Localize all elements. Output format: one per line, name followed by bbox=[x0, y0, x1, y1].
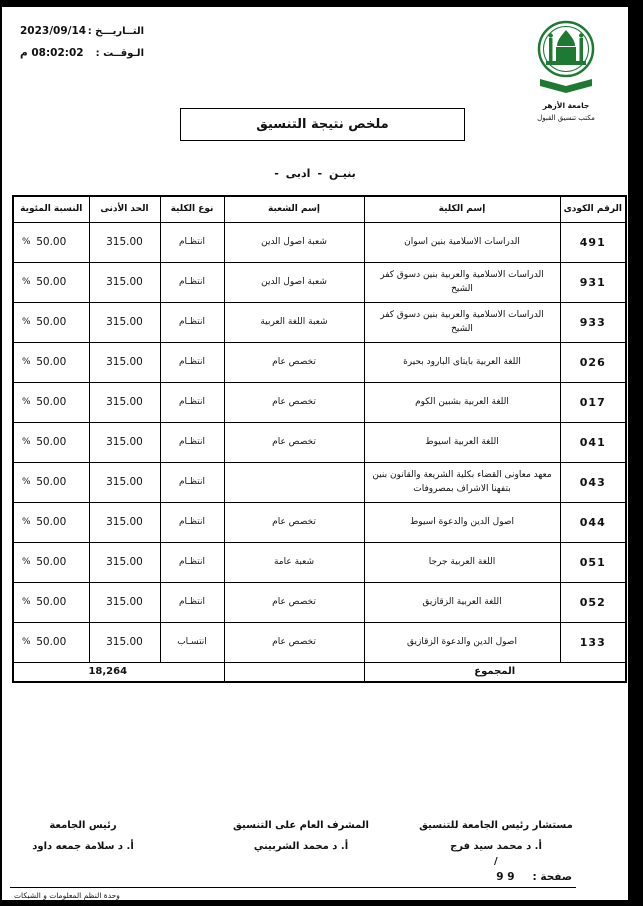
min-score-cell: 315.00 bbox=[89, 462, 160, 502]
subtitle-track: ادبى bbox=[285, 167, 311, 180]
time-row bbox=[20, 47, 144, 59]
college-cell: الدراسات الاسلامية والعربية بنين دسوق كفر الشيخ bbox=[364, 302, 560, 342]
code-cell: 051 bbox=[560, 542, 626, 582]
university-name: جامعة الأزهر bbox=[542, 101, 590, 110]
percent-cell: % 50.00 bbox=[13, 622, 89, 662]
report-page bbox=[2, 7, 628, 900]
table-row bbox=[13, 302, 626, 342]
page-label: صفحة : bbox=[532, 871, 572, 883]
total-label-cell: المجموع bbox=[364, 662, 626, 682]
college-cell: اللغة العربية جرجا bbox=[364, 542, 560, 582]
type-cell: انتظـام bbox=[160, 262, 224, 302]
min-score-cell: 315.00 bbox=[89, 622, 160, 662]
col-header-min: الحد الأدنى bbox=[89, 196, 160, 222]
min-score-cell: 315.00 bbox=[89, 502, 160, 542]
percent-cell: % 50.00 bbox=[13, 342, 89, 382]
page-number-slash: / bbox=[494, 856, 498, 867]
percent-cell: % 50.00 bbox=[13, 422, 89, 462]
signature-title: رئيس الجامعة bbox=[49, 820, 117, 831]
report-title-box bbox=[180, 108, 465, 141]
date-value: 2023/09/14 bbox=[20, 25, 87, 37]
min-score-cell: 315.00 bbox=[89, 422, 160, 462]
footer-unit-name: وحدة النظم المعلومات و الشبكات bbox=[14, 891, 120, 900]
percent-cell: % 50.00 bbox=[13, 542, 89, 582]
code-cell: 043 bbox=[560, 462, 626, 502]
type-cell: انتظـام bbox=[160, 582, 224, 622]
total-row bbox=[13, 662, 626, 682]
type-cell: انتسـاب bbox=[160, 622, 224, 662]
code-cell: 491 bbox=[560, 222, 626, 262]
signature-name: أ. د محمد الشربيني bbox=[253, 841, 349, 852]
percent-cell: % 50.00 bbox=[13, 502, 89, 542]
time-value: 08:02:02 م bbox=[20, 47, 84, 59]
time-label: الـوقــت : bbox=[95, 48, 144, 59]
min-score-cell: 315.00 bbox=[89, 342, 160, 382]
college-cell: اصول الدين والدعوة الزقازيق bbox=[364, 622, 560, 662]
subtitle-gender: بنيـن bbox=[329, 167, 356, 180]
subtitle-dash: - bbox=[274, 167, 279, 180]
table-row bbox=[13, 422, 626, 462]
percent-cell: % 50.00 bbox=[13, 382, 89, 422]
signature-supervisor bbox=[215, 820, 387, 852]
percent-sign: % bbox=[22, 557, 31, 567]
college-cell: اللغة العربية بايتاى البارود بحيرة bbox=[364, 342, 560, 382]
table-row bbox=[13, 622, 626, 662]
col-header-percent: النسبة المئوية bbox=[13, 196, 89, 222]
min-score-cell: 315.00 bbox=[89, 262, 160, 302]
code-cell: 931 bbox=[560, 262, 626, 302]
type-cell: انتظـام bbox=[160, 302, 224, 342]
branch-cell: تخصص عام bbox=[224, 622, 364, 662]
percent-cell: % 50.00 bbox=[13, 462, 89, 502]
branch-cell: شعبة اللغة العربية bbox=[224, 302, 364, 342]
code-cell: 933 bbox=[560, 302, 626, 342]
page-value: 9 9 bbox=[496, 871, 515, 883]
table-header-row bbox=[13, 196, 626, 222]
page-number-line bbox=[460, 871, 572, 883]
percent-sign: % bbox=[22, 397, 31, 407]
percent-cell: % 50.00 bbox=[13, 302, 89, 342]
percent-sign: % bbox=[22, 277, 31, 287]
signature-title: مستشار رئيس الجامعة للتنسيق bbox=[419, 820, 573, 831]
table-row bbox=[13, 342, 626, 382]
signature-title: المشرف العام على التنسيق bbox=[233, 820, 369, 831]
subtitle-dash: - bbox=[317, 167, 323, 180]
type-cell: انتظـام bbox=[160, 222, 224, 262]
page-number-block bbox=[460, 856, 572, 883]
college-cell: الدراسات الاسلامية والعربية بنين دسوق كفر الشيخ bbox=[364, 262, 560, 302]
percent-sign: % bbox=[22, 357, 31, 367]
college-cell: اصول الدين والدعوة اسيوط bbox=[364, 502, 560, 542]
branch-cell: شعبة عامة bbox=[224, 542, 364, 582]
branch-cell: تخصص عام bbox=[224, 582, 364, 622]
min-score-cell: 315.00 bbox=[89, 382, 160, 422]
total-value-cell: 18,264 bbox=[13, 662, 224, 682]
min-score-cell: 315.00 bbox=[89, 222, 160, 262]
signature-name: أ. د سلامة جمعه داود bbox=[32, 841, 134, 852]
college-cell: اللغة العربية اسيوط bbox=[364, 422, 560, 462]
college-cell: اللغة العربية الزقازيق bbox=[364, 582, 560, 622]
type-cell: انتظـام bbox=[160, 342, 224, 382]
coordination-office-name: مكتب تنسيق القبول bbox=[537, 114, 595, 122]
code-cell: 017 bbox=[560, 382, 626, 422]
col-header-branch: إسم الشعبة bbox=[224, 196, 364, 222]
table-row bbox=[13, 582, 626, 622]
type-cell: انتظـام bbox=[160, 502, 224, 542]
code-cell: 052 bbox=[560, 582, 626, 622]
signature-president bbox=[4, 820, 162, 852]
table-row bbox=[13, 502, 626, 542]
college-cell: معهد معاونى القضاء بكلية الشريعة والقانون بنين بتفهنا الاشراف بمصروفات bbox=[364, 462, 560, 502]
branch-cell: شعبة اصول الدين bbox=[224, 262, 364, 302]
percent-sign: % bbox=[22, 477, 31, 487]
percent-sign: % bbox=[22, 237, 31, 247]
university-logo-block bbox=[524, 20, 608, 122]
percent-sign: % bbox=[22, 437, 31, 447]
total-spacer-cell bbox=[224, 662, 364, 682]
percent-cell: % 50.00 bbox=[13, 262, 89, 302]
report-title: ملخص نتيجة التنسيق bbox=[256, 117, 389, 132]
branch-cell: تخصص عام bbox=[224, 382, 364, 422]
section-subtitle bbox=[2, 167, 628, 180]
type-cell: انتظـام bbox=[160, 462, 224, 502]
percent-sign: % bbox=[22, 317, 31, 327]
table-row bbox=[13, 382, 626, 422]
college-cell: الدراسات الاسلامية بنين اسوان bbox=[364, 222, 560, 262]
branch-cell: تخصص عام bbox=[224, 342, 364, 382]
date-label: التــاريـــخ : bbox=[87, 26, 144, 37]
coordination-results-table bbox=[12, 195, 627, 683]
col-header-college: إسم الكلية bbox=[364, 196, 560, 222]
type-cell: انتظـام bbox=[160, 382, 224, 422]
date-row bbox=[20, 25, 144, 37]
percent-cell: % 50.00 bbox=[13, 222, 89, 262]
table-row bbox=[13, 262, 626, 302]
college-cell: اللغة العربية بشبين الكوم bbox=[364, 382, 560, 422]
percent-sign: % bbox=[22, 637, 31, 647]
table-row bbox=[13, 222, 626, 262]
min-score-cell: 315.00 bbox=[89, 302, 160, 342]
signature-name: أ. د محمد سيد فرج bbox=[450, 841, 542, 852]
col-header-code: الرقم الكودى bbox=[560, 196, 626, 222]
code-cell: 133 bbox=[560, 622, 626, 662]
min-score-cell: 315.00 bbox=[89, 582, 160, 622]
code-cell: 041 bbox=[560, 422, 626, 462]
code-cell: 044 bbox=[560, 502, 626, 542]
branch-cell: شعبة اصول الدين bbox=[224, 222, 364, 262]
branch-cell: تخصص عام bbox=[224, 422, 364, 462]
table-row bbox=[13, 462, 626, 502]
table-row bbox=[13, 542, 626, 582]
footer-divider bbox=[10, 887, 576, 888]
col-header-type: نوع الكلية bbox=[160, 196, 224, 222]
datetime-block bbox=[20, 25, 144, 69]
code-cell: 026 bbox=[560, 342, 626, 382]
percent-sign: % bbox=[22, 597, 31, 607]
al-azhar-emblem-icon bbox=[536, 20, 596, 94]
type-cell: انتظـام bbox=[160, 422, 224, 462]
signature-coordinator bbox=[410, 820, 582, 852]
branch-cell: تخصص عام bbox=[224, 502, 364, 542]
percent-sign: % bbox=[22, 517, 31, 527]
min-score-cell: 315.00 bbox=[89, 542, 160, 582]
percent-cell: % 50.00 bbox=[13, 582, 89, 622]
type-cell: انتظـام bbox=[160, 542, 224, 582]
branch-cell bbox=[224, 462, 364, 502]
